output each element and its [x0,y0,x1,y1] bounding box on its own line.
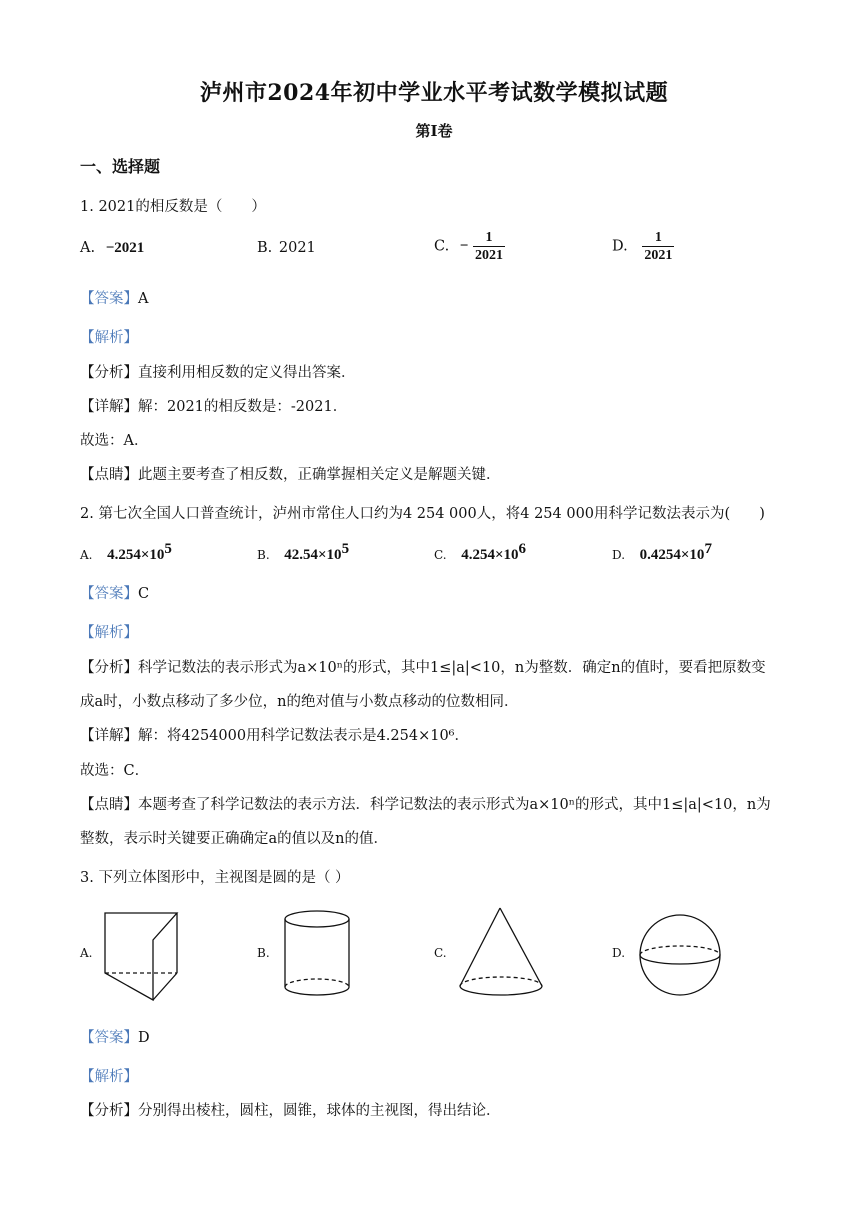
xiangjie-text: 解：将4254000用科学记数法表示是4.254×10⁶． [138,728,469,744]
page-title: 泸州市2024年初中学业水平考试数学模拟试题 [199,80,669,106]
q1-fenxi [80,361,356,382]
answer-value: D [138,1030,150,1046]
q3-option-b-label[interactable]: B. [257,946,270,960]
xiangjie-tag: 【详解】 [80,728,138,744]
cylinder-icon[interactable] [283,910,353,1002]
part-title: 第Ⅰ卷 [415,122,453,140]
dianjing-tag: 【点睛】 [80,797,138,813]
option-base: 0.4254×10 [639,546,705,563]
option-label: B. [257,240,273,256]
q1-option-a[interactable] [80,240,144,257]
q2-xiangjie [80,724,469,745]
answer-tag: 【答案】 [80,1030,138,1046]
analysis-tag: 【解析】 [80,330,138,346]
option-value: 2021 [278,240,316,256]
option-label: D. [612,547,626,562]
q2-option-a[interactable] [80,541,172,564]
analysis-tag: 【解析】 [80,625,138,641]
fenxi-text: 科学记数法的表示形式为a×10ⁿ的形式，其中1≤|a|<10，n为整数．确定n的值时，要看把原数变 [138,660,766,676]
option-label: C. [434,547,447,562]
minus-sign: − [459,238,469,254]
option-label: C. [434,238,450,255]
option-exp: 5 [341,541,350,557]
q1-dianjing [80,463,501,484]
fraction [473,229,505,264]
q1-option-d[interactable] [612,229,674,264]
triangular-prism-icon[interactable] [104,910,184,1002]
numerator: 1 [642,229,674,247]
option-exp: 6 [518,541,526,557]
option-base: 4.254×10 [107,546,165,563]
q1-answer [80,287,148,308]
answer-tag: 【答案】 [80,586,138,602]
q3-option-a-label[interactable]: A. [80,946,93,960]
q2-answer [80,582,149,603]
q2-guxuan: 故选：C． [80,763,150,779]
answer-value: C [138,586,150,602]
q2-fenxi [80,656,766,677]
q2-option-d[interactable] [612,541,712,564]
q3-stem: 3. 下列立体图形中，主视图是圆的是（ ） [80,870,350,886]
option-exp: 5 [164,541,172,557]
q2-option-b[interactable] [257,541,349,564]
option-label: D. [612,238,628,255]
q3-option-c-label[interactable]: C. [434,946,447,960]
q1-option-b[interactable] [257,240,316,256]
numerator: 1 [473,229,505,247]
answer-tag: 【答案】 [80,291,138,307]
xiangjie-text: 解：2021的相反数是：-2021． [138,399,348,415]
q1-stem: 1. 2021的相反数是（ ） [80,199,266,215]
q3-answer [80,1026,150,1047]
fraction [642,229,674,264]
dianjing-tag: 【点睛】 [80,467,138,483]
analysis-tag: 【解析】 [80,1069,138,1085]
cone-icon[interactable] [456,906,548,1000]
fenxi-text: 分别得出棱柱，圆柱，圆锥，球体的主视图，得出结论． [138,1103,501,1119]
q2-fenxi-cont: 成a时，小数点移动了多少位，n的绝对值与小数点移动的位数相同． [80,694,519,710]
q1-option-c[interactable] [434,229,505,264]
fenxi-tag: 【分析】 [80,660,138,676]
option-base: 4.254×10 [461,546,519,563]
xiangjie-tag: 【详解】 [80,399,138,415]
answer-value: A [138,291,149,307]
q3-fenxi [80,1099,501,1120]
denominator: 2021 [474,248,503,263]
q1-analysis [80,326,138,347]
option-label: A. [80,547,93,562]
dianjing-text: 本题考查了科学记数法的表示方法．科学记数法的表示形式为a×10ⁿ的形式，其中1≤|a|<10，n为 [138,797,771,813]
option-base: 42.54×10 [284,546,342,563]
sphere-icon[interactable] [638,913,722,997]
q1-xiangjie [80,395,347,416]
option-label: A. [80,240,96,256]
fenxi-tag: 【分析】 [80,365,138,381]
q3-analysis [80,1065,138,1086]
q3-option-d-label[interactable]: D. [612,946,626,960]
q1-guxuan: 故选：A． [80,433,149,449]
option-exp: 7 [704,541,712,557]
denominator: 2021 [644,248,673,263]
q2-analysis [80,621,138,642]
q2-option-c[interactable] [434,541,526,564]
option-value: −2021 [105,240,145,256]
option-label: B. [257,547,270,562]
q2-dianjing [80,793,771,814]
fenxi-text: 直接利用相反数的定义得出答案． [138,365,356,381]
fenxi-tag: 【分析】 [80,1103,138,1119]
section-heading: 一、选择题 [80,157,161,176]
q2-stem: 2. 第七次全国人口普查统计，泸州市常住人口约为4 254 000人，将4 254 000用科学记数法表示为( ) [80,506,765,522]
dianjing-text: 此题主要考查了相反数，正确掌握相关定义是解题关键． [138,467,501,483]
q2-dianjing-cont: 整数，表示时关键要正确确定a的值以及n的值． [80,831,388,847]
